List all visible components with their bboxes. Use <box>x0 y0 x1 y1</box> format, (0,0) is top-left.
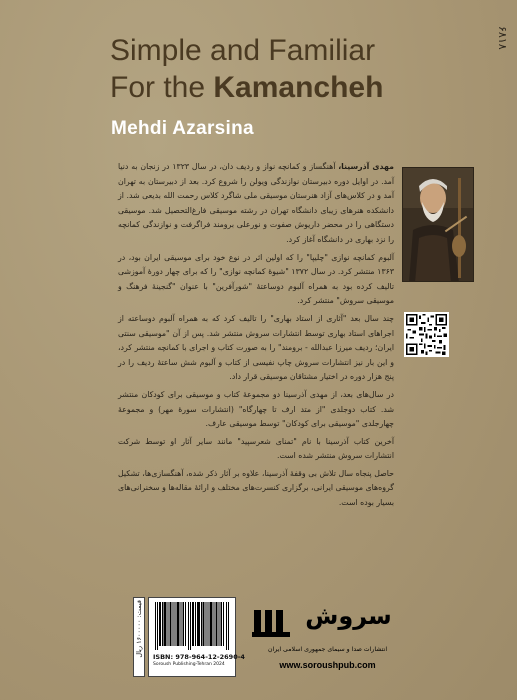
publisher-url: www.soroushpub.com <box>279 660 376 670</box>
catalog-code: ۶۸۱۸ <box>496 26 509 50</box>
bio-paragraph-2: آلبوم کمانچه نوازی "چلیپا" را که اولین اثر در نوع خود برای موسیقی ایران بود، در ۱۳۶۳ منتشر کرد. در سال ۱۳۷۲ "شیوهٔ کمانچه نوازی" را که برای چهار دورهٔ آموزشی تالیف کرده بود به همراه آلبوم دوساعتهٔ "شورآفرین" با عنوان "گنجینهٔ فرهنگ و موسیقی سروش" منتشر کرد. <box>118 252 395 306</box>
publisher-subtitle: انتشارات صدا و سیمای جمهوری اسلامی ایران <box>267 646 388 653</box>
book-title <box>110 32 490 106</box>
barcode-graphic <box>153 602 231 650</box>
qr-code-graphic <box>406 314 447 355</box>
bio-paragraph-5: آخرین کتاب آذرسینا با نام "تمنای شعرسپید" مانند سایر آثار او توسط شرکت انتشارات سروش منتشر شده است. <box>118 436 394 461</box>
author-photo-illustration <box>403 168 474 282</box>
publisher-name: سروش <box>305 602 392 630</box>
price-label <box>133 597 145 677</box>
qr-code <box>404 312 449 357</box>
title-line-2 <box>110 69 490 106</box>
author-photo <box>402 167 474 282</box>
author-biography <box>118 160 394 514</box>
barcode-panel <box>148 597 245 677</box>
publisher-mark-icon <box>252 606 290 638</box>
publisher-logo <box>250 600 405 682</box>
bio-paragraph-6: حاصل پنجاه سال تلاش بی وقفهٔ آذرسینا، علاوه بر آثار ذکر شده، آهنگسازی‌ها، تشکیل گروه‌های موسیقی ایرانی، برگزاری کنسرت‌های مختلف و ارائهٔ مقاله‌ها و سخنرانی‌های بسیار بوده است. <box>118 468 394 508</box>
price-text: قیمت: ۱۶۰۰۰۰۰ ریال <box>135 600 143 658</box>
bio-paragraph-1-text: آهنگساز و کمانچه نواز و ردیف دان، در سال ۱۳۲۳ در زنجان به دنیا آمد. در اوایل دوره دبیرستان نوازندگی ویولن را شروع کرد. بعد از دبیرستان به تهران آمد و در کلاس‌های آزاد هنرستان موسیقی ملی شاگرد کلاس رحمت الله بدیعی شد. از دانشکده هنرهای زیبای دانشگاه تهران در رشته موسیقی فارغ‌التحصیل شد. موسیقی دستگاهی را در محضر داریوش صفوت و نورعلی برومند فراگرفت و نوازندگی کمانچه را نزد بهاری در دانشگاه آغاز کرد. <box>118 162 394 244</box>
isbn-number: ISBN: 978-964-12-2690-4 <box>153 653 245 661</box>
imprint-line: Soroush Publishing-Tehran 2024 <box>153 662 225 667</box>
bio-paragraph-4: در سال‌های بعد، از مهدی آذرسینا دو مجموعهٔ کتاب و موسیقی برای کودکان منتشر شد. کتاب دوجلدی "از متد ارف تا چهارگاه" (انتشارات سورهٔ مهر) و مجموعهٔ چهارجلدی "موسیقی برای کودکان" توسط موسیقی عارف. <box>118 389 394 429</box>
bio-paragraph-3: چند سال بعد "آثاری از استاد بهاری" را تالیف کرد که به همراه آلبوم دوساعته از اجراهای استاد بهاری توسط انتشارات سروش منتشر شد. پس از آن "موسیقی سنتی ایران؛ ردیف میرزا عبدالله - برومند" را به صورت کتاب و اجرای با کمانچه منتشر کرد، و این بار نیز انتشارات سروش چاپ نفیسی از کتاب و آلبوم شش ساعتهٔ ردیف را در پنج هزار دوره در اختیار مشتاقان موسیقی قرار داد. <box>118 313 394 382</box>
title-line-2-strong: Kamancheh <box>213 71 384 104</box>
bio-lead-name: مهدی آذرسینا، <box>338 162 394 171</box>
title-line-1: Simple and Familiar <box>110 34 376 67</box>
bio-paragraph-1 <box>118 160 394 248</box>
title-line-2-prefix: For the <box>110 71 214 104</box>
author-name: Mehdi Azarsina <box>111 118 254 139</box>
